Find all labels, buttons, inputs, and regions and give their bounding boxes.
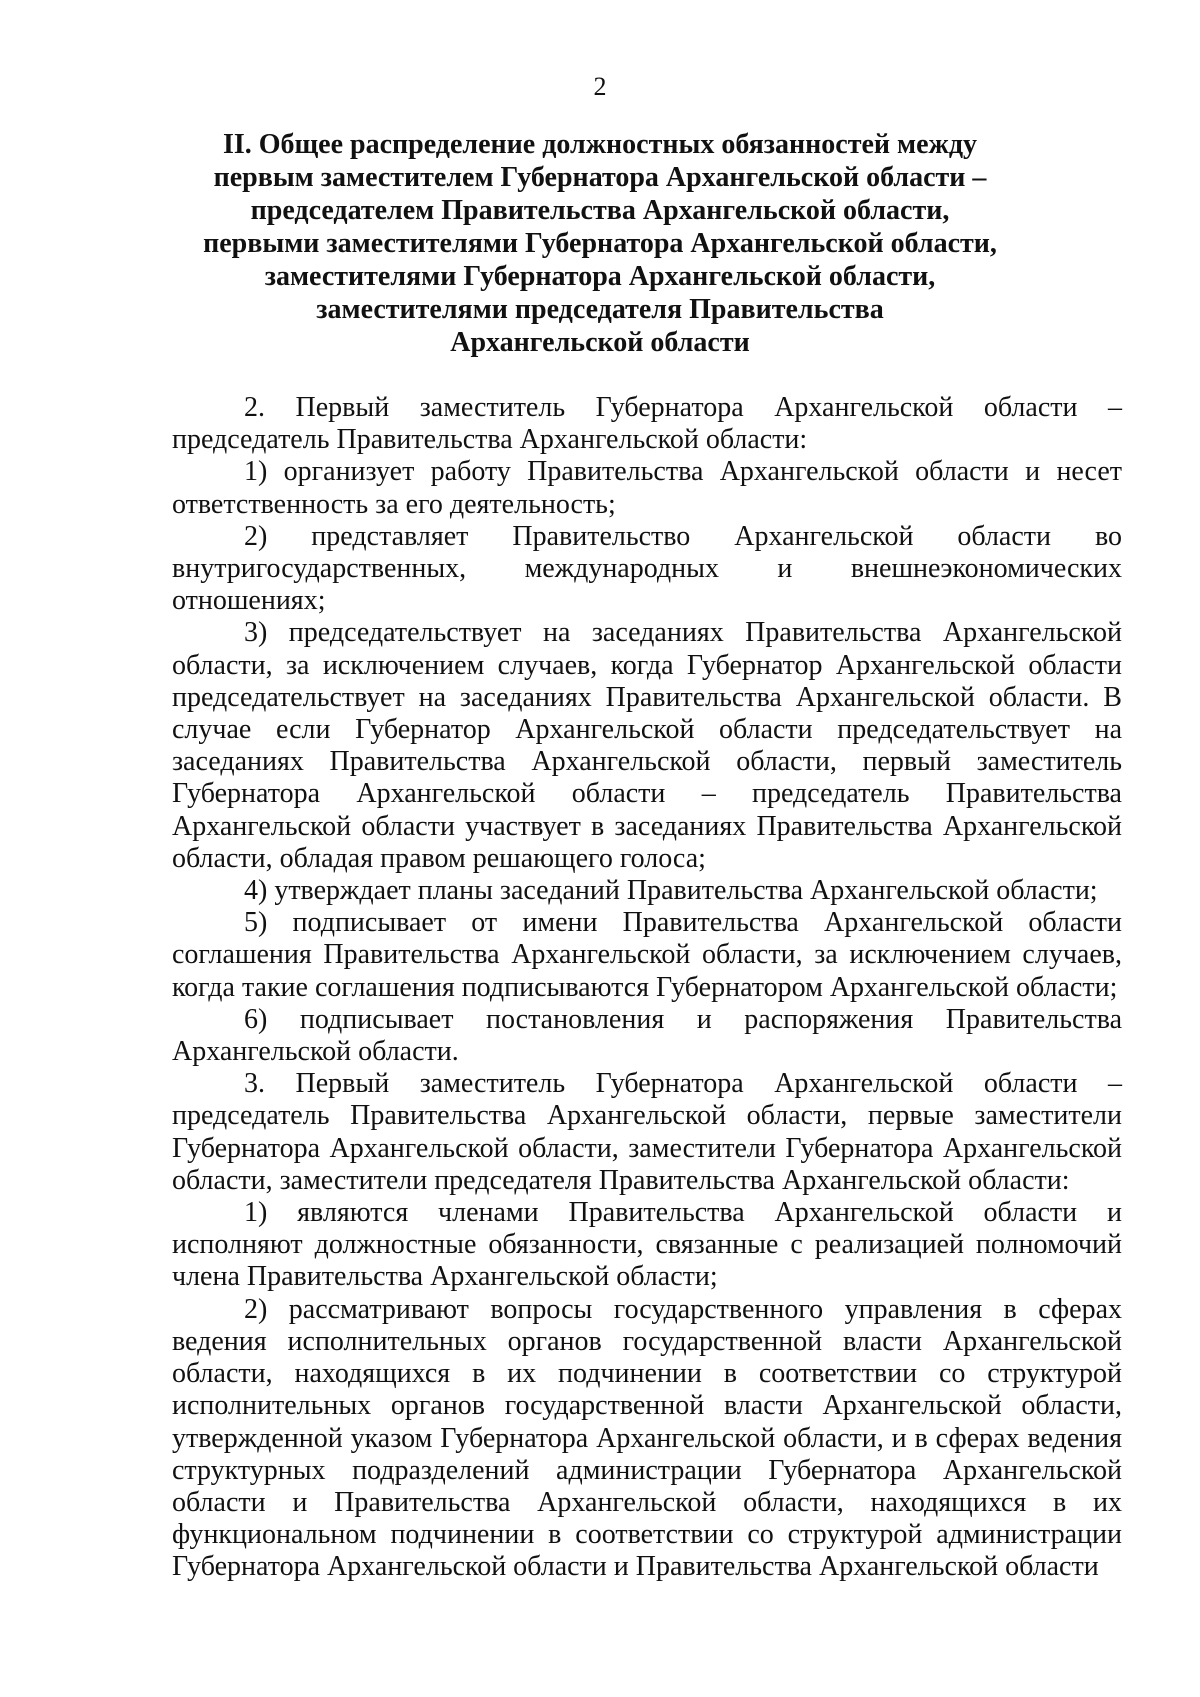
paragraph-3-item-1: 1) являются членами Правительства Архангельской области и исполняют должностные обязанности, связанные с реализацией полномочий члена Правительства Архангельской области; xyxy=(172,1197,1122,1293)
paragraph-2: 2. Первый заместитель Губернатора Архангельской области – председатель Правительства Архангельской области: xyxy=(172,392,1122,456)
paragraph-3-item-2: 2) рассматривают вопросы государственного управления в сферах ведения исполнительных органов государственной власти Архангельской области, находящихся в их подчинении в соответствии со структурой исполнительных органов государственной власти Архангельской области, утвержденной указом Губернатора Архангельской области, и в сферах ведения структурных подразделений администрации Губернатора Архангельской области и Правительства Архангельской области, находящихся в их функциональном подчинении в соответствии со структурой администрации Губернатора Архангельской области и Правительства Архангельской области xyxy=(172,1293,1122,1583)
heading-line: заместителями Губернатора Архангельской области, xyxy=(264,261,936,292)
document-body xyxy=(172,392,1122,1584)
heading-line: заместителями председателя Правительства xyxy=(316,294,884,325)
paragraph-2-item-5: 5) подписывает от имени Правительства Архангельской области соглашения Правительства Архангельской области, за исключением случаев, когда такие соглашения подписываются Губернатором Архангельской области; xyxy=(172,907,1122,1003)
page-number: 2 xyxy=(593,72,607,101)
heading-line: председателем Правительства Архангельской области, xyxy=(250,195,950,226)
paragraph-2-item-1: 1) организует работу Правительства Архангельской области и несет ответственность за его деятельность; xyxy=(172,456,1122,520)
heading-line: первыми заместителями Губернатора Архангельской области, xyxy=(203,228,997,259)
heading-line: первым заместителем Губернатора Архангельской области – xyxy=(213,162,987,193)
heading-line: Архангельской области xyxy=(450,327,750,358)
heading-line: II. Общее распределение должностных обязанностей между xyxy=(222,129,978,160)
paragraph-2-item-4: 4) утверждает планы заседаний Правительства Архангельской области; xyxy=(244,875,1098,907)
paragraph-2-item-3: 3) председательствует на заседаниях Правительства Архангельской области, за исключением случаев, когда Губернатор Архангельской области председательствует на заседаниях Правительства Архангельской области. В случае если Губернатор Архангельской области председательствует на заседаниях Правительства Архангельской области, первый заместитель Губернатора Архангельской области – председатель Правительства Архангельской области участвует в заседаниях Правительства Архангельской области, обладая правом решающего голоса; xyxy=(172,617,1122,874)
section-heading xyxy=(150,128,1050,359)
paragraph-2-item-2: 2) представляет Правительство Архангельской области во внутригосударственных, международных и внешнеэкономических отношениях; xyxy=(172,520,1122,617)
paragraph-2-item-6: 6) подписывает постановления и распоряжения Правительства Архангельской области. xyxy=(172,1003,1122,1068)
paragraph-3: 3. Первый заместитель Губернатора Архангельской области – председатель Правительства Архангельской области, первые заместители Губернатора Архангельской области, заместители Губернатора Архангельской области, заместители председателя Правительства Архангельской области: xyxy=(172,1068,1122,1196)
